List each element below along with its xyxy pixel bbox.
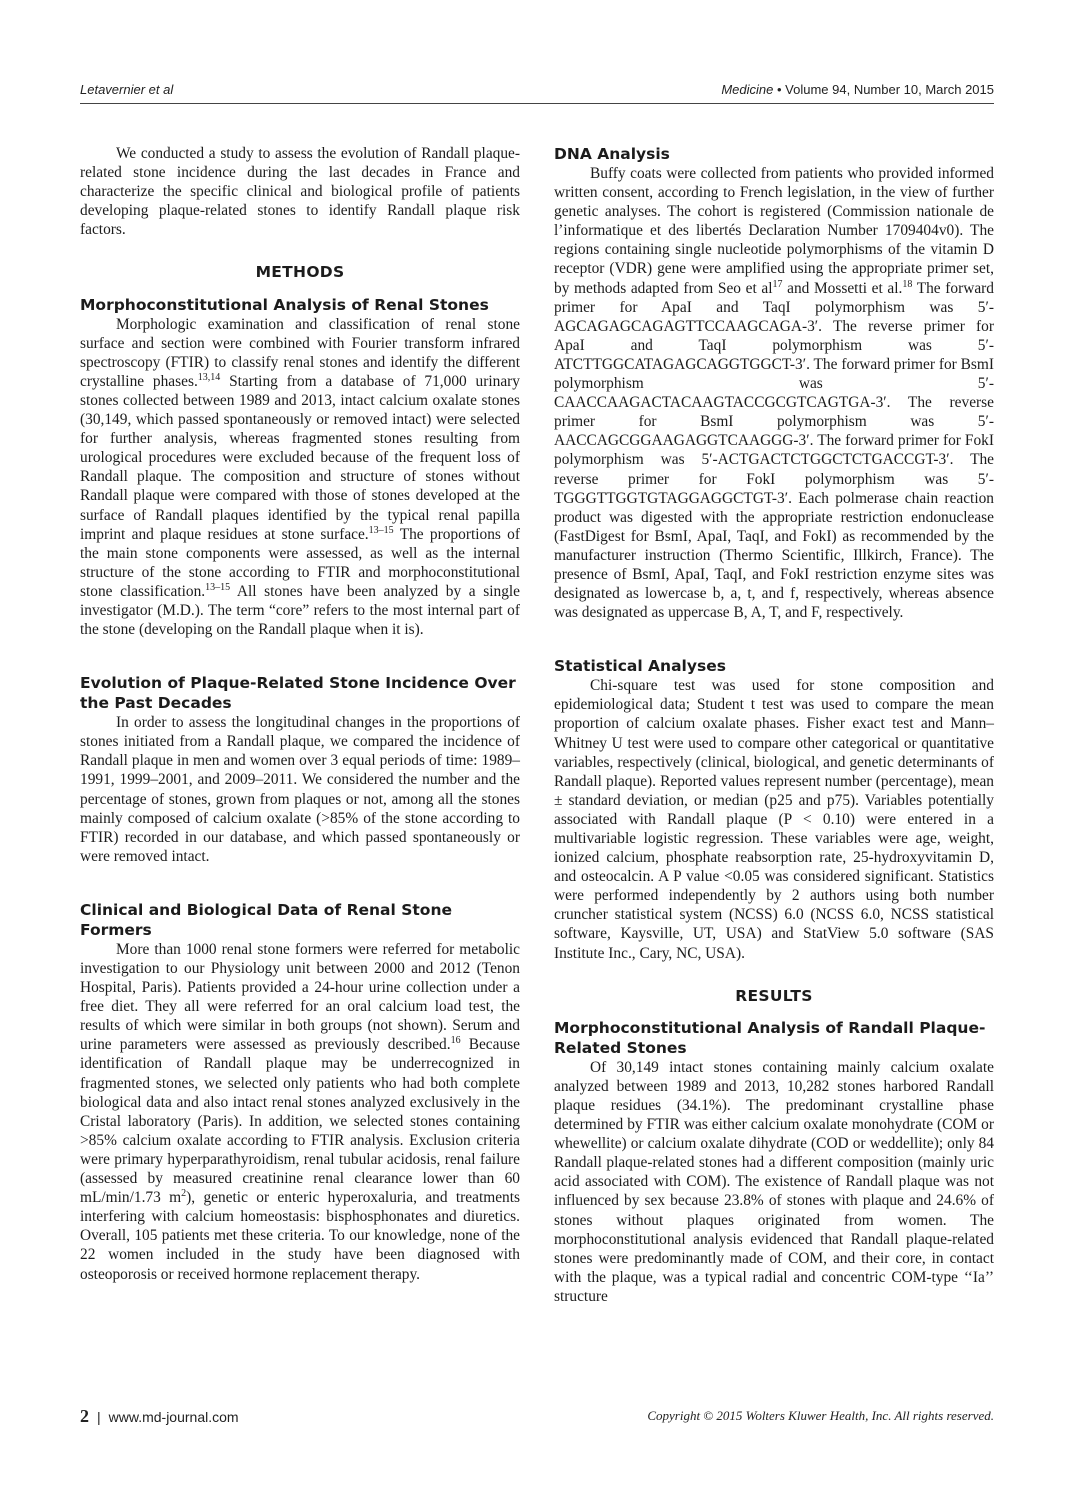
running-head-journal	[721, 82, 994, 97]
journal-volume: Volume 94, Number 10, March 2015	[785, 82, 994, 97]
citation: 16	[450, 1035, 461, 1047]
morpho-paragraph: Morphologic examination and classification of renal stone surface and section were combined with Fourier transform infrared spectroscopy (FTIR) to classify renal stones and identify the different crystalline phases.$^{13,14}$ Starting from a database of 71,000 urinary stones collected between 1989 and 2013, intact calcium oxalate stones (30,149, which passed spontaneously or removed intact) were selected for further analysis, whereas fragmented stones resulting from urological procedures were excluded because of the frequent loss of Randall plaque. The composition and structure of stones without Randall plaque were compared with those of stones developed at the surface of Randall plaques identified by the typical renal papilla imprint and plaque residues at stone surface.$^{13-15}$ The proportions of the main stone components were assessed, as well as the internal structure of the stone according to FTIR and morphoconstitutional stone classification.$^{13-15}$ All stones have been analyzed by a single investigator (M.D.). The term “core” refers to the most internal part of the stone (developing on the Randall plaque when it is).	[80, 315, 521, 639]
left-column	[80, 144, 520, 1284]
superscript-2: 2	[181, 1188, 187, 1199]
stat-paragraph: Chi-square test was used for stone composition and epidemiological data; Student t test was used to compare the mean proportion of calcium oxalate phases. Fisher exact test and Mann–Whitney U test were used to compare other categorical or quantitative variables, respectively (clinical, biological, and genetic determinants of Randall plaque). Reported values represent number (percentage), mean ± standard deviation, or median (p25 and p75). Variables potentially associated with Randall plaque (P < 0.10) were entered in a multivariable logistic regression. These variables were age, weight, ionized calcium, phosphate reabsorption rate, 25-hydroxyvitamin D, and osteocalcin. A P value <0.05 was considered significant. Statistics were performed independently by 2 authors using both number cruncher statistical system (NCSS) 6.0 (NCSS 6.0, NCSS statistical software, Kaysville, UT, USA) and StatView 5.0 software (SAS Institute Inc., Cary, NC, USA).	[554, 677, 994, 962]
intro-paragraph: We conducted a study to assess the evolution of Randall plaque-related stone incidence during the last decades in France and characterize the specific clinical and biological profile of patients developing plaque-related stones to identify Randall plaque risk factors.	[80, 145, 520, 239]
citation: 17	[772, 278, 783, 290]
running-head-authors: Letavernier et al	[80, 82, 174, 97]
evolution-paragraph: In order to assess the longitudinal changes in the proportions of stones initiated from a Randall plaque, we compared the incidence of Randall plaque in men and women over 3 equal periods of time: 1989–1991, 1999–2001, and 2009–2011. We considered the number and the percentage of stones, grown from plaques or not, among all the stones mainly composed of calcium oxalate (>85% of the stone according to FTIR) recorded in our database, and which passed spontaneously or were removed intact.	[80, 714, 520, 865]
results-morpho-heading: Morphoconstitutional Analysis of Randall Plaque-Related Stones	[554, 1018, 986, 1057]
morpho-heading: Morphoconstitutional Analysis of Renal Stones	[80, 295, 489, 314]
citation: 13–15	[368, 524, 394, 536]
results-paragraph: Of 30,149 intact stones containing mainly calcium oxalate analyzed between 1989 and 2013, 10,282 stones harbored Randall plaque residues (34.1%). The predominant crystalline phase determined by FTIR was either calcium oxalate monohydrate (COM or whewellite) or calcium oxalate dihydrate (COD or weddellite); only 84 Randall plaque-related stones had a different composition (mainly uric acid associated with COM). The existence of Randall plaque was not influenced by sex because 23.8% of stones with plaque and 24.6% of stones without plaques originated from women. The morphoconstitutional analysis evidenced that Randall plaque-related stones were predominantly made of COM, and their core, in contact with the plaque, was a typical radial and concentric COM-type ‘‘Ia’’ structure	[554, 1058, 994, 1305]
copyright: Copyright © 2015 Wolters Kluwer Health, Inc. All rights reserved.	[647, 1408, 994, 1423]
citation: 18	[902, 278, 913, 290]
header-bullet: •	[776, 82, 782, 97]
journal-name: Medicine	[721, 82, 774, 97]
methods-heading: METHODS	[255, 263, 345, 282]
results-heading: RESULTS	[735, 986, 813, 1005]
clinical-heading: Clinical and Biological Data of Renal Stone Formers	[80, 900, 452, 939]
citation: 13,14	[197, 371, 221, 383]
footer-website-link[interactable]: www.md-journal.com	[108, 1409, 239, 1425]
footer-separator: |	[97, 1409, 101, 1425]
right-column	[554, 144, 994, 1306]
dna-paragraph: Buffy coats were collected from patients who provided informed written consent, according to French legislation, in the view of further genetic analyses. The cohort is registered (Commission nationale de l’informatique et des libertés Declaration Number 1709404v0). The regions containing single nucleotide polymorphisms of the vitamin D receptor (VDR) gene were amplified using the appropriate primer set, by methods adapted from Seo et $al^{17}$ and Mossetti et al.$^{18}$ The forward primer for ApaI and TaqI polymorphism was 5′-AGCAGAGCAGAGTTCCAAGCAGA-3′. The reverse primer for ApaI and TaqI polymorphism was 5′-ATCTTGGCATAGAGCAGGTGGCT-3′. The forward primer for BsmI polymorphism was 5′-CAACCAAGACTACAAGTACCGCGTCAGTGA-3′. The reverse primer for BsmI polymorphism was 5′-AACCAGCGGAAGAGGTCAAGGG-3′. The forward primer for FokI polymorphism was 5′-ACTGACTCTGGCTCTGACCGT-3′. The reverse primer for FokI polymorphism was 5′-TGGGTTGGTGTAGGAGGCTGT-3′. Each polmerase chain reaction product was digested with the appropriate restriction endonuclease (FastDigest for BsmI, ApaI, TaqI, and FokI) as recommended by the manufacturer instruction (Thermo Scientific, Illkirch, France). The presence of BsmI, ApaI, TaqI, and FokI restriction enzyme sites was designated as lowercase b, a, t, and f, respectively, whereas absence was designated as uppercase B, A, T, and F, respectively.	[554, 165, 994, 622]
dna-heading: DNA Analysis	[554, 145, 670, 163]
header-rule	[80, 103, 994, 104]
stat-heading: Statistical Analyses	[554, 657, 726, 676]
clinical-paragraph: More than 1000 renal stone formers were referred for metabolic investigation to our Physiology unit between 2000 and 2012 (Tenon Hospital, Paris). Patients provided a 24-hour urine collection under a free diet. They all were referred for an oral calcium load test, the results of which were similar in both groups (not shown). Serum and urine parameters were assessed as previously described.$^{16}$ Because identification of Randall plaque may be underrecognized in fragmented stones, we selected only patients who had both complete biological data and also intact renal stones analyzed exclusively in the Cristal laboratory (Paris). In addition, we selected stones containing >85% calcium oxalate according to FTIR analysis. Exclusion criteria were primary hyperparathyroidism, renal tubular acidosis, renal failure (assessed by measured creatinine renal clearance lower than 60 mL/min/1.73 $m^2$), genetic or enteric hyperoxaluria, and treatments interfering with calcium homeostasis: bisphosphonates and diuretics. Overall, 105 patients met these criteria. To our knowledge, none of the 22 women included in the study have been diagnosed with osteoporosis or received hormone replacement therapy.	[80, 940, 521, 1283]
page-number: 2	[80, 1406, 89, 1426]
footer-left	[80, 1406, 239, 1427]
citation: 13–15	[205, 581, 231, 593]
evolution-heading: Evolution of Plaque-Related Stone Incidence Over the Past Decades	[80, 674, 516, 713]
